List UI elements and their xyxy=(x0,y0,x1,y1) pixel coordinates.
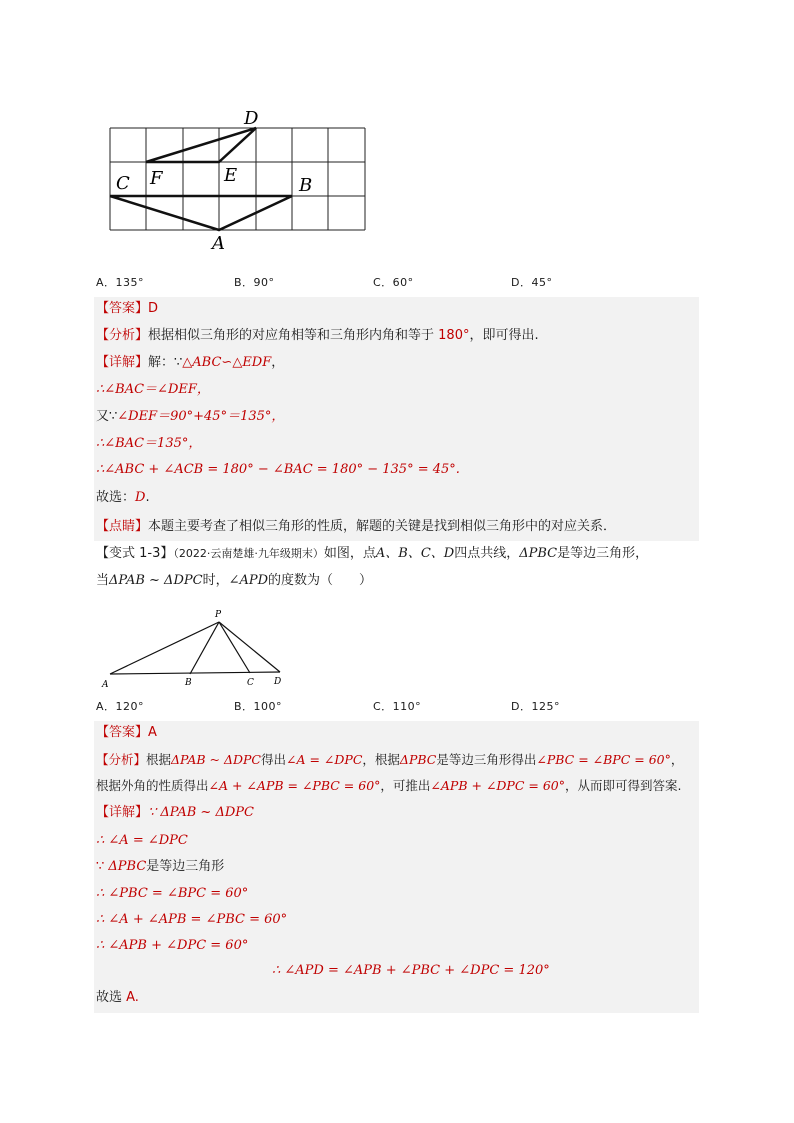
label-d: D xyxy=(244,108,259,129)
analysis-math: ∠PBC = ∠BPC = 60° xyxy=(536,752,671,767)
label-b: B xyxy=(185,678,192,688)
detail-value: A. xyxy=(126,990,139,1005)
label-d: D xyxy=(274,677,282,687)
q1-detail-line-2: ∴∠BAC＝∠DEF， xyxy=(96,382,210,397)
detail-end: . xyxy=(145,490,150,505)
heading-tag: 【变式 1-3】 xyxy=(96,546,174,561)
analysis-text: ， xyxy=(670,752,684,767)
heading-text: 是等边三角形， xyxy=(557,546,649,561)
heading-math: ΔPBC xyxy=(519,546,558,561)
segment-pd xyxy=(219,622,280,672)
detail-prefix: 解：∵ xyxy=(148,355,183,370)
detail-prefix: 又∵ xyxy=(96,409,118,424)
label-a: A xyxy=(102,680,109,690)
analysis-tag: 【分析】 xyxy=(96,328,149,343)
q2-detail-line-3 xyxy=(96,858,224,876)
detail-tag: 【详解】 xyxy=(96,805,149,820)
heading-text: 四点共线， xyxy=(454,546,520,561)
q2-option-b: B．100° xyxy=(234,700,283,713)
q1-comment xyxy=(96,518,616,536)
q2-detail-line-2: ∴ ∠A = ∠DPC xyxy=(96,833,188,848)
comment-tag: 【点睛】 xyxy=(96,519,149,534)
analysis-tag: 【分析】 xyxy=(96,752,147,767)
answer-value: D xyxy=(148,301,159,316)
triangle-figure xyxy=(96,600,296,695)
q1-option-c: C．60° xyxy=(373,276,414,289)
q2-option-a: A．120° xyxy=(96,700,145,713)
analysis-math: ∠A = ∠DPC xyxy=(286,752,363,767)
detail-text: 是等边三角形 xyxy=(146,859,225,874)
heading-text: 的度数为（ ） xyxy=(268,573,373,588)
analysis-text: ，根据 xyxy=(362,752,400,767)
answer-value: A xyxy=(148,725,157,740)
heading-text: 时， xyxy=(202,573,229,588)
label-c: C xyxy=(247,678,254,688)
q1-option-b: B．90° xyxy=(234,276,275,289)
detail-math: ∠DEF＝90°+45°＝135°， xyxy=(117,409,285,424)
analysis-math: ΔPBC xyxy=(399,752,437,767)
detail-math: △ABC∽△EDF xyxy=(182,355,272,370)
q1-option-d: D．45° xyxy=(511,276,553,289)
analysis-math: ∠A + ∠APB = ∠PBC = 60° xyxy=(208,778,381,793)
q1-answer xyxy=(96,300,158,318)
q1-detail-line-3 xyxy=(96,408,284,426)
label-b: B xyxy=(299,175,313,196)
q2-option-c: C．110° xyxy=(373,700,422,713)
q2-answer xyxy=(96,724,157,742)
answer-tag: 【答案】 xyxy=(96,301,149,316)
q1-analysis xyxy=(96,327,539,345)
q2-analysis-line-1 xyxy=(96,751,683,769)
heading-text: 如图，点 xyxy=(323,546,376,561)
answer-tag: 【答案】 xyxy=(96,725,149,740)
detail-end: ， xyxy=(271,355,285,370)
detail-value: D xyxy=(135,490,146,505)
heading-text: 当 xyxy=(96,573,110,588)
q1-detail-line-5: ∴∠ABC + ∠ACB = 180° − ∠BAC = 180° − 135° = 45°. xyxy=(96,462,460,477)
analysis-text-c: ，即可得出. xyxy=(469,328,539,343)
q1-detail-line-4: ∴∠BAC＝135°， xyxy=(96,436,202,451)
analysis-text: ，可推出 xyxy=(380,778,431,793)
q2-detail-line-8 xyxy=(96,989,139,1007)
triangle-def xyxy=(146,128,256,162)
q2-detail-line-7: ∴ ∠APD = ∠APB + ∠PBC + ∠DPC = 120° xyxy=(272,963,550,978)
q2-analysis-line-2 xyxy=(96,777,681,795)
q2-detail-line-1 xyxy=(96,804,254,822)
heading-source: （2022·云南楚雄·九年级期末） xyxy=(173,547,324,560)
label-p: P xyxy=(215,610,222,620)
detail-tag: 【详解】 xyxy=(96,355,149,370)
label-c: C xyxy=(116,173,130,194)
q1-detail-line-1 xyxy=(96,354,284,372)
q1-option-a: A．135° xyxy=(96,276,145,289)
segment-pc xyxy=(219,622,250,673)
detail-math: ∵ ΔPAB ~ ΔDPC xyxy=(148,805,254,820)
triangle-abc xyxy=(110,196,292,230)
q1-detail-line-6 xyxy=(96,489,150,507)
comment-text: 本题主要考查了相似三角形的性质，解题的关键是找到相似三角形中的对应关系． xyxy=(148,519,617,534)
q2-heading-line-2 xyxy=(96,572,372,590)
analysis-math: ΔPAB ~ ΔDPC xyxy=(171,752,261,767)
analysis-text: 是等边三角形得出 xyxy=(436,752,537,767)
analysis-text: 根据外角的性质得出 xyxy=(96,778,209,793)
q2-detail-line-6: ∴ ∠APB + ∠DPC = 60° xyxy=(96,938,249,953)
analysis-text-a: 根据相似三角形的对应角相等和三角形内角和等于 xyxy=(148,328,439,343)
analysis-value: 180° xyxy=(438,328,470,343)
segment-pb xyxy=(190,622,219,674)
q2-heading-line-1 xyxy=(96,545,648,563)
detail-math: ΔPBC xyxy=(108,859,147,874)
label-f: F xyxy=(150,168,163,189)
label-a: A xyxy=(212,233,225,254)
heading-math: A、B、C、D xyxy=(375,546,455,561)
label-e: E xyxy=(224,165,238,186)
q2-detail-line-4: ∴ ∠PBC = ∠BPC = 60° xyxy=(96,886,249,901)
detail-prefix: 故选： xyxy=(96,490,136,505)
detail-text: 故选 xyxy=(96,990,127,1005)
q2-detail-line-5: ∴ ∠A + ∠APB = ∠PBC = 60° xyxy=(96,912,288,927)
analysis-text: ，从而即可得到答案. xyxy=(565,778,682,793)
segment-ad xyxy=(110,672,280,674)
heading-math: ΔPAB ~ ΔDPC xyxy=(109,573,203,588)
analysis-math: ∠APB + ∠DPC = 60° xyxy=(430,778,565,793)
q2-option-d: D．125° xyxy=(511,700,560,713)
detail-math: ∵ xyxy=(96,859,109,874)
grid-lines xyxy=(110,128,365,230)
segment-pa xyxy=(110,622,219,674)
heading-math: ∠APD xyxy=(228,573,269,588)
analysis-text: 根据 xyxy=(146,752,172,767)
grid-figure xyxy=(100,100,380,260)
analysis-text: 得出 xyxy=(260,752,286,767)
